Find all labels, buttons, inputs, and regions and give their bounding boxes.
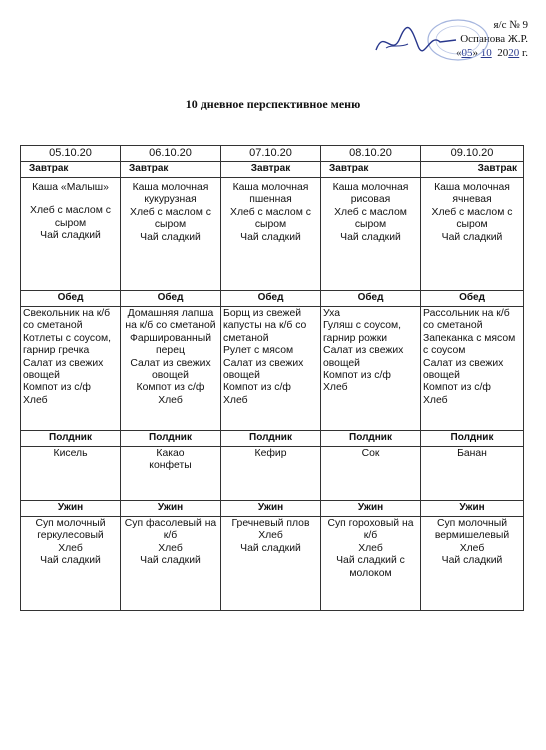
menu-cell: Суп молочный геркулесовый Хлеб Чай сладкий bbox=[21, 517, 121, 611]
menu-cell: Борщ из свежей капусты на к/б со сметаной Рулет с мясом Салат из свежих овощей Компот из с/ф Хлеб bbox=[221, 307, 321, 431]
meal-label: Завтрак bbox=[121, 162, 221, 178]
meal-label: Полдник bbox=[321, 431, 421, 447]
meal-label: Полдник bbox=[421, 431, 524, 447]
approval-date: «05» 10 2020 г. bbox=[455, 47, 528, 59]
date-cell: 05.10.20 bbox=[21, 146, 121, 162]
approval-org: я/с № 9 bbox=[493, 19, 528, 31]
breakfast-row bbox=[21, 178, 524, 291]
approval-person: Оспанова Ж.Р. bbox=[460, 33, 528, 45]
menu-cell: Какао конфеты bbox=[121, 447, 221, 501]
menu-cell: Каша молочная ячневая Хлеб с маслом с сыром Чай сладкий bbox=[421, 178, 524, 291]
dinner-row bbox=[21, 517, 524, 611]
page-title: 10 дневное перспективное меню bbox=[185, 97, 361, 111]
snack-row bbox=[21, 447, 524, 501]
menu-cell: Кисель bbox=[21, 447, 121, 501]
signature-stamp-image bbox=[370, 18, 490, 68]
menu-cell: Уха Гуляш с соусом, гарнир рожки Салат из свежих овощей Компот из с/ф Хлеб bbox=[321, 307, 421, 431]
meal-label: Ужин bbox=[21, 501, 121, 517]
meal-label: Ужин bbox=[221, 501, 321, 517]
meal-label: Полдник bbox=[121, 431, 221, 447]
approval-date-day: 05 bbox=[461, 47, 473, 59]
lunch-header-row bbox=[21, 291, 524, 307]
dates-row bbox=[21, 146, 524, 162]
meal-label: Обед bbox=[421, 291, 524, 307]
meal-label: Полдник bbox=[221, 431, 321, 447]
meal-label: Обед bbox=[121, 291, 221, 307]
menu-cell: Каша молочная пшенная Хлеб с маслом с сыром Чай сладкий bbox=[221, 178, 321, 291]
date-cell: 07.10.20 bbox=[221, 146, 321, 162]
meal-label: Полдник bbox=[21, 431, 121, 447]
menu-cell: Суп гороховый на к/б Хлеб Чай сладкий с молоком bbox=[321, 517, 421, 611]
meal-label: Обед bbox=[321, 291, 421, 307]
date-cell: 08.10.20 bbox=[321, 146, 421, 162]
menu-cell: Сок bbox=[321, 447, 421, 501]
meal-label: Завтрак bbox=[421, 162, 524, 178]
menu-cell: Домашняя лапша на к/б со сметаной Фаршированный перец Салат из свежих овощей Компот из с/ф Хлеб bbox=[121, 307, 221, 431]
lunch-row bbox=[21, 307, 524, 431]
meal-label: Обед bbox=[21, 291, 121, 307]
meal-label: Обед bbox=[221, 291, 321, 307]
meal-label: Завтрак bbox=[21, 162, 121, 178]
snack-header-row bbox=[21, 431, 524, 447]
menu-cell: Суп молочный вермишелевый Хлеб Чай сладкий bbox=[421, 517, 524, 611]
date-cell: 06.10.20 bbox=[121, 146, 221, 162]
menu-cell: Свекольник на к/б со сметаной Котлеты с соусом, гарнир гречка Салат из свежих овощей Компот из с/ф Хлеб bbox=[21, 307, 121, 431]
meal-label: Ужин bbox=[421, 501, 524, 517]
meal-label: Ужин bbox=[121, 501, 221, 517]
menu-cell: Кефир bbox=[221, 447, 321, 501]
menu-table bbox=[20, 145, 524, 611]
menu-cell: Рассольник на к/б со сметаной Запеканка с мясом с соусом Салат из свежих овощей Компот из с/ф Хлеб bbox=[421, 307, 524, 431]
meal-label: Завтрак bbox=[321, 162, 421, 178]
meal-label: Ужин bbox=[321, 501, 421, 517]
breakfast-header-row bbox=[21, 162, 524, 178]
approval-date-month: 10 bbox=[480, 47, 492, 59]
menu-cell: Каша молочная рисовая Хлеб с маслом сыром Чай сладкий bbox=[321, 178, 421, 291]
menu-cell: Каша «Малыш» Хлеб с маслом с сыром Чай сладкий bbox=[21, 178, 121, 291]
menu-cell: Гречневый плов Хлеб Чай сладкий bbox=[221, 517, 321, 611]
menu-cell: Банан bbox=[421, 447, 524, 501]
menu-cell: Суп фасолевый на к/б Хлеб Чай сладкий bbox=[121, 517, 221, 611]
meal-label: Завтрак bbox=[221, 162, 321, 178]
menu-cell: Каша молочная кукурузная Хлеб с маслом с сыром Чай сладкий bbox=[121, 178, 221, 291]
dinner-header-row bbox=[21, 501, 524, 517]
date-cell: 09.10.20 bbox=[421, 146, 524, 162]
